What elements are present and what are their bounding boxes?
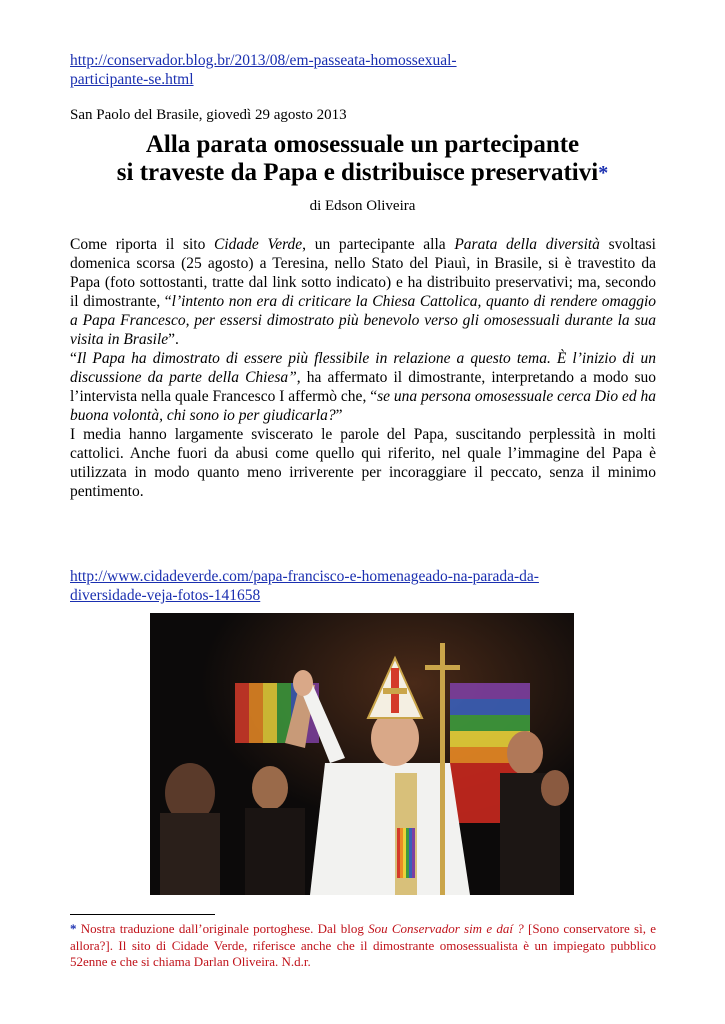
parade-photo-illustration [150, 613, 574, 895]
footnote: * Nostra traduzione dall’originale portoghese. Dal blog Sou Conservador sim e daí ? [Sono conservatore sì, e allora?]. Il sito di Cidade Verde, riferisce anche che il dimostrante omosessualista è un impiegato pubblico 52enne e che si chiama Darlan Oliveira. N.d.r. [70, 921, 656, 969]
event-name: Parata della diversità [454, 236, 600, 253]
parade-photo [150, 613, 574, 895]
photo-source-link[interactable] [70, 567, 660, 605]
photo-link-line-1[interactable]: http://www.cidadeverde.com/papa-francisco-e-homenageado-na-parada-da- [70, 568, 539, 585]
article-title [40, 131, 685, 187]
source-link-line-1[interactable]: http://conservador.blog.br/2013/08/em-passeata-homossexual- [70, 52, 457, 69]
paragraph-2: “Il Papa ha dimostrato di essere più flessibile in relazione a questo tema. È l’inizio di un discussione da parte della Chiesa”, ha affermato il dimostrante, interpretando a modo suo l’intervista nella quale Francesco I affermò che, “se una persona omosessuale cerca Dio ed ha buona volontà, chi sono io per giudicarla?” [70, 350, 656, 424]
paragraph-1: Come riporta il sito Cidade Verde, un partecipante alla Parata della diversità svoltasi domenica scorsa (25 agosto) a Teresina, nello Stato del Piauì, in Brasile, si è travestito da Papa (foto sottostanti, tratte dal link sotto indicato) e ha distribuito preservativi; ma, secondo il dimostrante, “l’intento non era di criticare la Chiesa Cattolica, quanto di rendere omaggio a Papa Francesco, per essersi dimostrato più benevolo verso gli omosessuali durante la sua visita in Brasile”. [70, 236, 656, 348]
site-name: Cidade Verde [214, 236, 303, 253]
footnote-marker: * [70, 921, 77, 936]
quote-1: l’intento non era di criticare la Chiesa Cattolica, quanto di rendere omaggio a Papa Francesco, per essersi dimostrato più benevolo verso gli omosessuali durante la sua visita in Brasile [70, 293, 656, 348]
dateline: San Paolo del Brasile, giovedì 29 agosto 2013 [70, 107, 347, 123]
paragraph-3: I media hanno largamente sviscerato le parole del Papa, suscitando perplessità in molti cattolici. Anche fuori da abusi come quello qui riferito, nel quale l’immagine del Papa è utilizzata in modo quanto meno irriverente per incoraggiare il peccato, senza il minimo pentimento. [70, 426, 656, 500]
quote-3: se una persona omosessuale cerca Dio ed ha buona volontà, chi sono io per giudicarla? [70, 388, 656, 424]
quote-2: Il Papa ha dimostrato di essere più flessibile in relazione a questo tema. È l’inizio di un discussione da parte della Chiesa” [70, 350, 656, 386]
byline: di Edson Oliveira [309, 198, 416, 214]
source-link-line-2[interactable]: participante-se.html [70, 71, 194, 88]
article-body [70, 235, 656, 501]
source-link[interactable] [70, 51, 660, 89]
photo-link-line-2[interactable]: diversidade-veja-fotos-141658 [70, 587, 261, 604]
footnote-separator [70, 914, 215, 915]
title-line-2: si traveste da Papa e distribuisce preservativi [116, 159, 599, 186]
blog-name: Sou Conservador sim e daí ? [368, 921, 524, 936]
title-footnote-marker: * [598, 162, 609, 184]
title-line-1: Alla parata omosessuale un partecipante [145, 131, 580, 158]
